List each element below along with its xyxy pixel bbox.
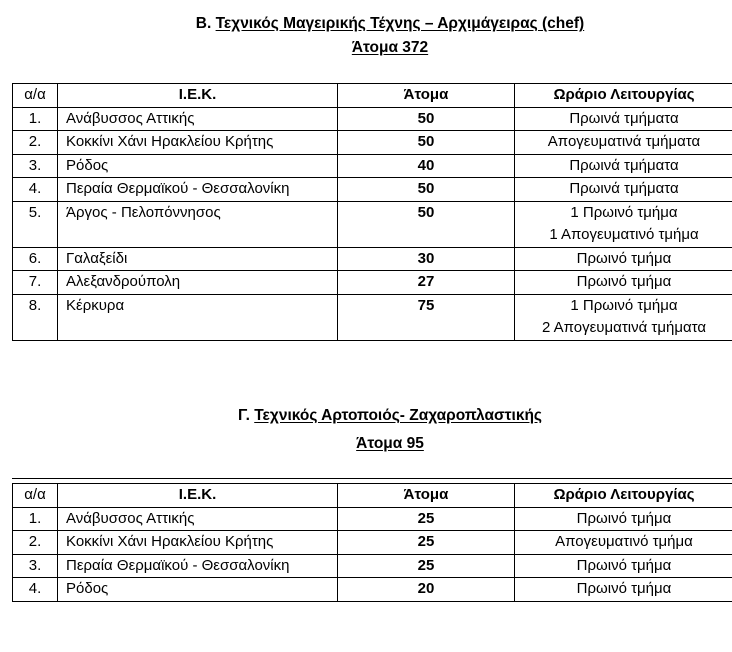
section-c-total-line bbox=[0, 434, 732, 454]
schedule-line: Απογευματινά τμήματα bbox=[547, 133, 701, 150]
section-b-label: Β. bbox=[195, 15, 212, 32]
row-index: 5. bbox=[13, 201, 58, 247]
section-c-label: Γ. bbox=[238, 407, 250, 424]
row-schedule bbox=[515, 578, 732, 602]
row-index: 4. bbox=[13, 178, 58, 202]
schedule-line: Πρωινό τμήμα bbox=[576, 580, 672, 597]
row-schedule bbox=[515, 107, 732, 131]
section-b-total-line bbox=[0, 38, 732, 58]
row-count: 27 bbox=[338, 271, 515, 295]
schedule-line: Απογευματινό τμήμα bbox=[555, 533, 693, 550]
row-schedule bbox=[515, 531, 732, 555]
row-iek-name: Ρόδος bbox=[58, 578, 338, 602]
header-schedule: Ωράριο Λειτουργίας bbox=[515, 484, 732, 508]
row-iek-name: Ρόδος bbox=[58, 154, 338, 178]
table-row bbox=[13, 531, 732, 555]
table-row bbox=[13, 554, 732, 578]
header-schedule: Ωράριο Λειτουργίας bbox=[515, 84, 732, 108]
row-index: 7. bbox=[13, 271, 58, 295]
row-index: 2. bbox=[13, 131, 58, 155]
row-index: 3. bbox=[13, 154, 58, 178]
section-c-heading bbox=[0, 406, 732, 426]
row-count: 50 bbox=[338, 107, 515, 131]
row-index: 2. bbox=[13, 531, 58, 555]
header-count: Άτομα bbox=[338, 484, 515, 508]
row-count: 25 bbox=[338, 507, 515, 531]
header-index: α/α bbox=[13, 484, 58, 508]
row-iek-name: Ανάβυσσος Αττικής bbox=[58, 507, 338, 531]
row-iek-name: Περαία Θερμαϊκού - Θεσσαλονίκη bbox=[58, 178, 338, 202]
row-count: 50 bbox=[338, 178, 515, 202]
table-header-row bbox=[13, 484, 732, 508]
row-count: 50 bbox=[338, 131, 515, 155]
schedule-line: 1 Πρωινό τμήμα bbox=[570, 296, 678, 314]
row-schedule bbox=[515, 554, 732, 578]
row-index: 4. bbox=[13, 578, 58, 602]
row-schedule bbox=[515, 271, 732, 295]
schedule-line: Πρωινό τμήμα bbox=[576, 509, 672, 527]
table-row bbox=[13, 107, 732, 131]
schedule-line: 2 Απογευματινά τμήματα bbox=[541, 319, 707, 336]
row-index: 1. bbox=[13, 107, 58, 131]
schedule-line: Πρωινό τμήμα bbox=[576, 273, 672, 290]
row-schedule bbox=[515, 201, 732, 247]
row-count: 30 bbox=[338, 247, 515, 271]
section-c-table bbox=[12, 483, 732, 602]
row-count: 40 bbox=[338, 154, 515, 178]
header-count: Άτομα bbox=[338, 84, 515, 108]
section-c-title: Τεχνικός Αρτοποιός- Ζαχαροπλαστικής bbox=[254, 407, 542, 424]
row-count: 75 bbox=[338, 294, 515, 340]
row-iek-name: Γαλαξείδι bbox=[58, 247, 338, 271]
row-iek-name: Αλεξανδρούπολη bbox=[58, 271, 338, 295]
schedule-line: Πρωινό τμήμα bbox=[576, 556, 672, 574]
row-count: 50 bbox=[338, 201, 515, 247]
row-count: 20 bbox=[338, 578, 515, 602]
schedule-line: Πρωινά τμήματα bbox=[569, 156, 679, 174]
section-c-total: Άτομα 95 bbox=[356, 435, 424, 452]
row-schedule bbox=[515, 247, 732, 271]
row-index: 3. bbox=[13, 554, 58, 578]
schedule-line: 1 Απογευματινό τμήμα bbox=[549, 226, 699, 243]
schedule-line: Πρωινά τμήματα bbox=[569, 180, 679, 197]
section-b-table bbox=[12, 83, 732, 341]
table-row bbox=[13, 271, 732, 295]
table-row bbox=[13, 507, 732, 531]
section-c-rule bbox=[12, 478, 732, 479]
header-index: α/α bbox=[13, 84, 58, 108]
row-iek-name: Άργος - Πελοπόννησος bbox=[58, 201, 338, 247]
header-iek: Ι.Ε.Κ. bbox=[58, 84, 338, 108]
row-count: 25 bbox=[338, 554, 515, 578]
table-row bbox=[13, 578, 732, 602]
header-iek: Ι.Ε.Κ. bbox=[58, 484, 338, 508]
table-row bbox=[13, 131, 732, 155]
section-b-title: Τεχνικός Μαγειρικής Τέχνης – Αρχιμάγειρας (chef) bbox=[215, 15, 585, 32]
row-iek-name: Κοκκίνι Χάνι Ηρακλείου Κρήτης bbox=[58, 131, 338, 155]
row-schedule bbox=[515, 294, 732, 340]
table-row bbox=[13, 294, 732, 340]
table-row bbox=[13, 201, 732, 247]
row-index: 8. bbox=[13, 294, 58, 340]
table-row bbox=[13, 154, 732, 178]
row-schedule bbox=[515, 154, 732, 178]
table-row bbox=[13, 247, 732, 271]
row-iek-name: Κοκκίνι Χάνι Ηρακλείου Κρήτης bbox=[58, 531, 338, 555]
row-iek-name: Ανάβυσσος Αττικής bbox=[58, 107, 338, 131]
schedule-line: Πρωινό τμήμα bbox=[576, 249, 672, 267]
schedule-line: Πρωινά τμήματα bbox=[569, 109, 679, 127]
row-index: 1. bbox=[13, 507, 58, 531]
table-header-row bbox=[13, 84, 732, 108]
row-iek-name: Κέρκυρα bbox=[58, 294, 338, 340]
section-b-total: Άτομα 372 bbox=[351, 39, 429, 56]
row-schedule bbox=[515, 507, 732, 531]
row-index: 6. bbox=[13, 247, 58, 271]
schedule-line: 1 Πρωινό τμήμα bbox=[570, 203, 678, 221]
section-b-heading bbox=[0, 14, 732, 34]
row-schedule bbox=[515, 131, 732, 155]
row-iek-name: Περαία Θερμαϊκού - Θεσσαλονίκη bbox=[58, 554, 338, 578]
table-row bbox=[13, 178, 732, 202]
row-schedule bbox=[515, 178, 732, 202]
row-count: 25 bbox=[338, 531, 515, 555]
